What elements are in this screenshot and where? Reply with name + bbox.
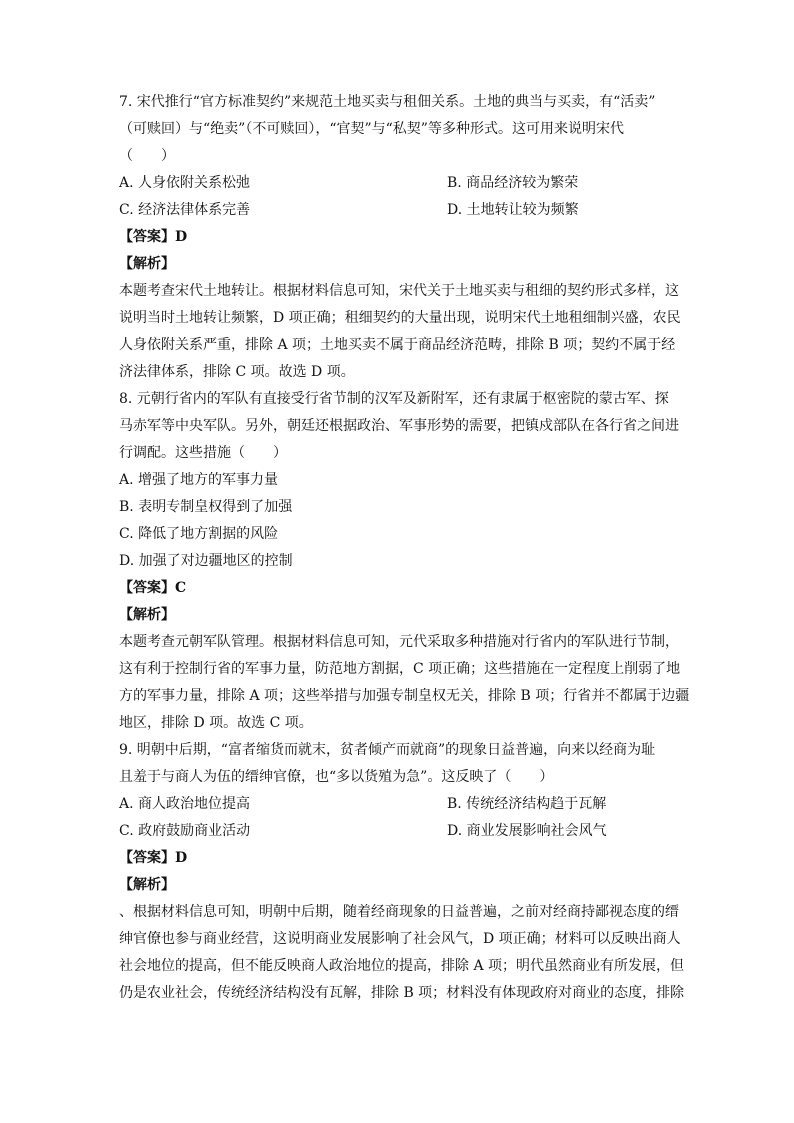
question-9: [119, 737, 685, 1007]
question-stem-line: 9. 明朝中后期，“富者缩货而就末，贫者倾产而就商”的现象日益普遍，向来以经商为耻: [119, 742, 656, 758]
analysis-label: 【解析】: [119, 877, 175, 893]
analysis-line: 说明当时土地转让频繁，D 项正确；租细契约的大量出现，说明宋代土地租细制兴盛，农民: [119, 310, 681, 326]
analysis-line: 绅官僚也参与商业经营，这说明商业发展影响了社会风气，D 项正确；材料可以反映出商人: [119, 931, 681, 947]
question-stem-line: 行调配。这些措施（ ）: [119, 445, 287, 461]
analysis-line: 这有利于控制行省的军事力量，防范地方割据，C 项正确；这些措施在一定程度上削弱了地: [119, 661, 681, 677]
option-c: C. 经济法律体系完善: [119, 202, 251, 218]
option-c: C. 降低了地方割据的风险: [119, 526, 279, 542]
analysis-line: 仍是农业社会，传统经济结构没有瓦解，排除 B 项；材料没有体现政府对商业的态度，排除: [119, 985, 685, 1001]
answer-label: 【答案】D: [119, 229, 188, 245]
analysis-line: 人身依附关系严重，排除 A 项；土地买卖不属于商品经济范畴，排除 B 项；契约不属于经: [119, 337, 676, 353]
option-a: A. 增强了地方的军事力量: [119, 472, 279, 488]
option-c: C. 政府鼓励商业活动: [119, 823, 251, 839]
answer-label: 【答案】C: [119, 580, 187, 596]
question-stem-line: （ ）: [119, 148, 175, 164]
analysis-label: 【解析】: [119, 607, 175, 623]
option-d: D. 土地转让较为频繁: [447, 202, 579, 218]
analysis-line: 本题考查宋代土地转让。根据材料信息可知，宋代关于土地买卖与租细的契约形式多样，这: [119, 283, 679, 299]
document-content: [119, 89, 690, 1007]
option-a: A. 商人政治地位提高: [119, 796, 251, 812]
analysis-line: 、根据材料信息可知，明朝中后期，随着经商现象的日益普遍，之前对经商持鄙视态度的缙: [119, 904, 679, 920]
option-d: D. 加强了对边疆地区的控制: [119, 553, 293, 569]
analysis-label: 【解析】: [119, 256, 175, 272]
option-row: [119, 197, 681, 224]
question-7: [119, 89, 681, 386]
question-8: [119, 386, 690, 737]
analysis-line: 济法律体系，排除 C 项。故选 D 项。: [119, 364, 355, 380]
analysis-line: 方的军事力量，排除 A 项；这些举措与加强专制皇权无关，排除 B 项；行省并不都属于边疆: [119, 688, 690, 704]
option-b: B. 商品经济较为繁荣: [447, 175, 579, 191]
analysis-line: 地区，排除 D 项。故选 C 项。: [119, 715, 313, 731]
option-row: [119, 791, 681, 818]
option-d: D. 商业发展影响社会风气: [447, 823, 607, 839]
analysis-line: 本题考查元朝军队管理。根据材料信息可知，元代采取多种措施对行省内的军队进行节制，: [119, 634, 679, 650]
option-row: [119, 170, 681, 197]
analysis-line: 社会地位的提高，但不能反映商人政治地位的提高，排除 A 项；明代虽然商业有所发展，但: [119, 958, 685, 974]
question-stem-line: 且羞于与商人为伍的缙绅官僚，也“多以货殖为急”。这反映了（ ）: [119, 769, 554, 785]
option-b: B. 传统经济结构趋于瓦解: [447, 796, 607, 812]
option-b: B. 表明专制皇权得到了加强: [119, 499, 293, 515]
option-row: [119, 818, 681, 845]
option-a: A. 人身依附关系松弛: [119, 175, 251, 191]
question-stem-line: 马赤军等中央军队。另外，朝廷还根据政治、军事形势的需要，把镇戍部队在各行省之间进: [119, 418, 679, 434]
question-stem-line: 7. 宋代推行“官方标准契约”来规范土地买卖与租佃关系。土地的典当与买卖，有“活卖”: [119, 94, 656, 110]
answer-label: 【答案】D: [119, 850, 188, 866]
question-stem-line: 8. 元朝行省内的军队有直接受行省节制的汉军及新附军，还有隶属于枢密院的蒙古军、探: [119, 391, 669, 407]
question-stem-line: （可赎回）与“绝卖”（不可赎回），“官契”与“私契”等多种形式。这可用来说明宋代: [119, 121, 624, 137]
